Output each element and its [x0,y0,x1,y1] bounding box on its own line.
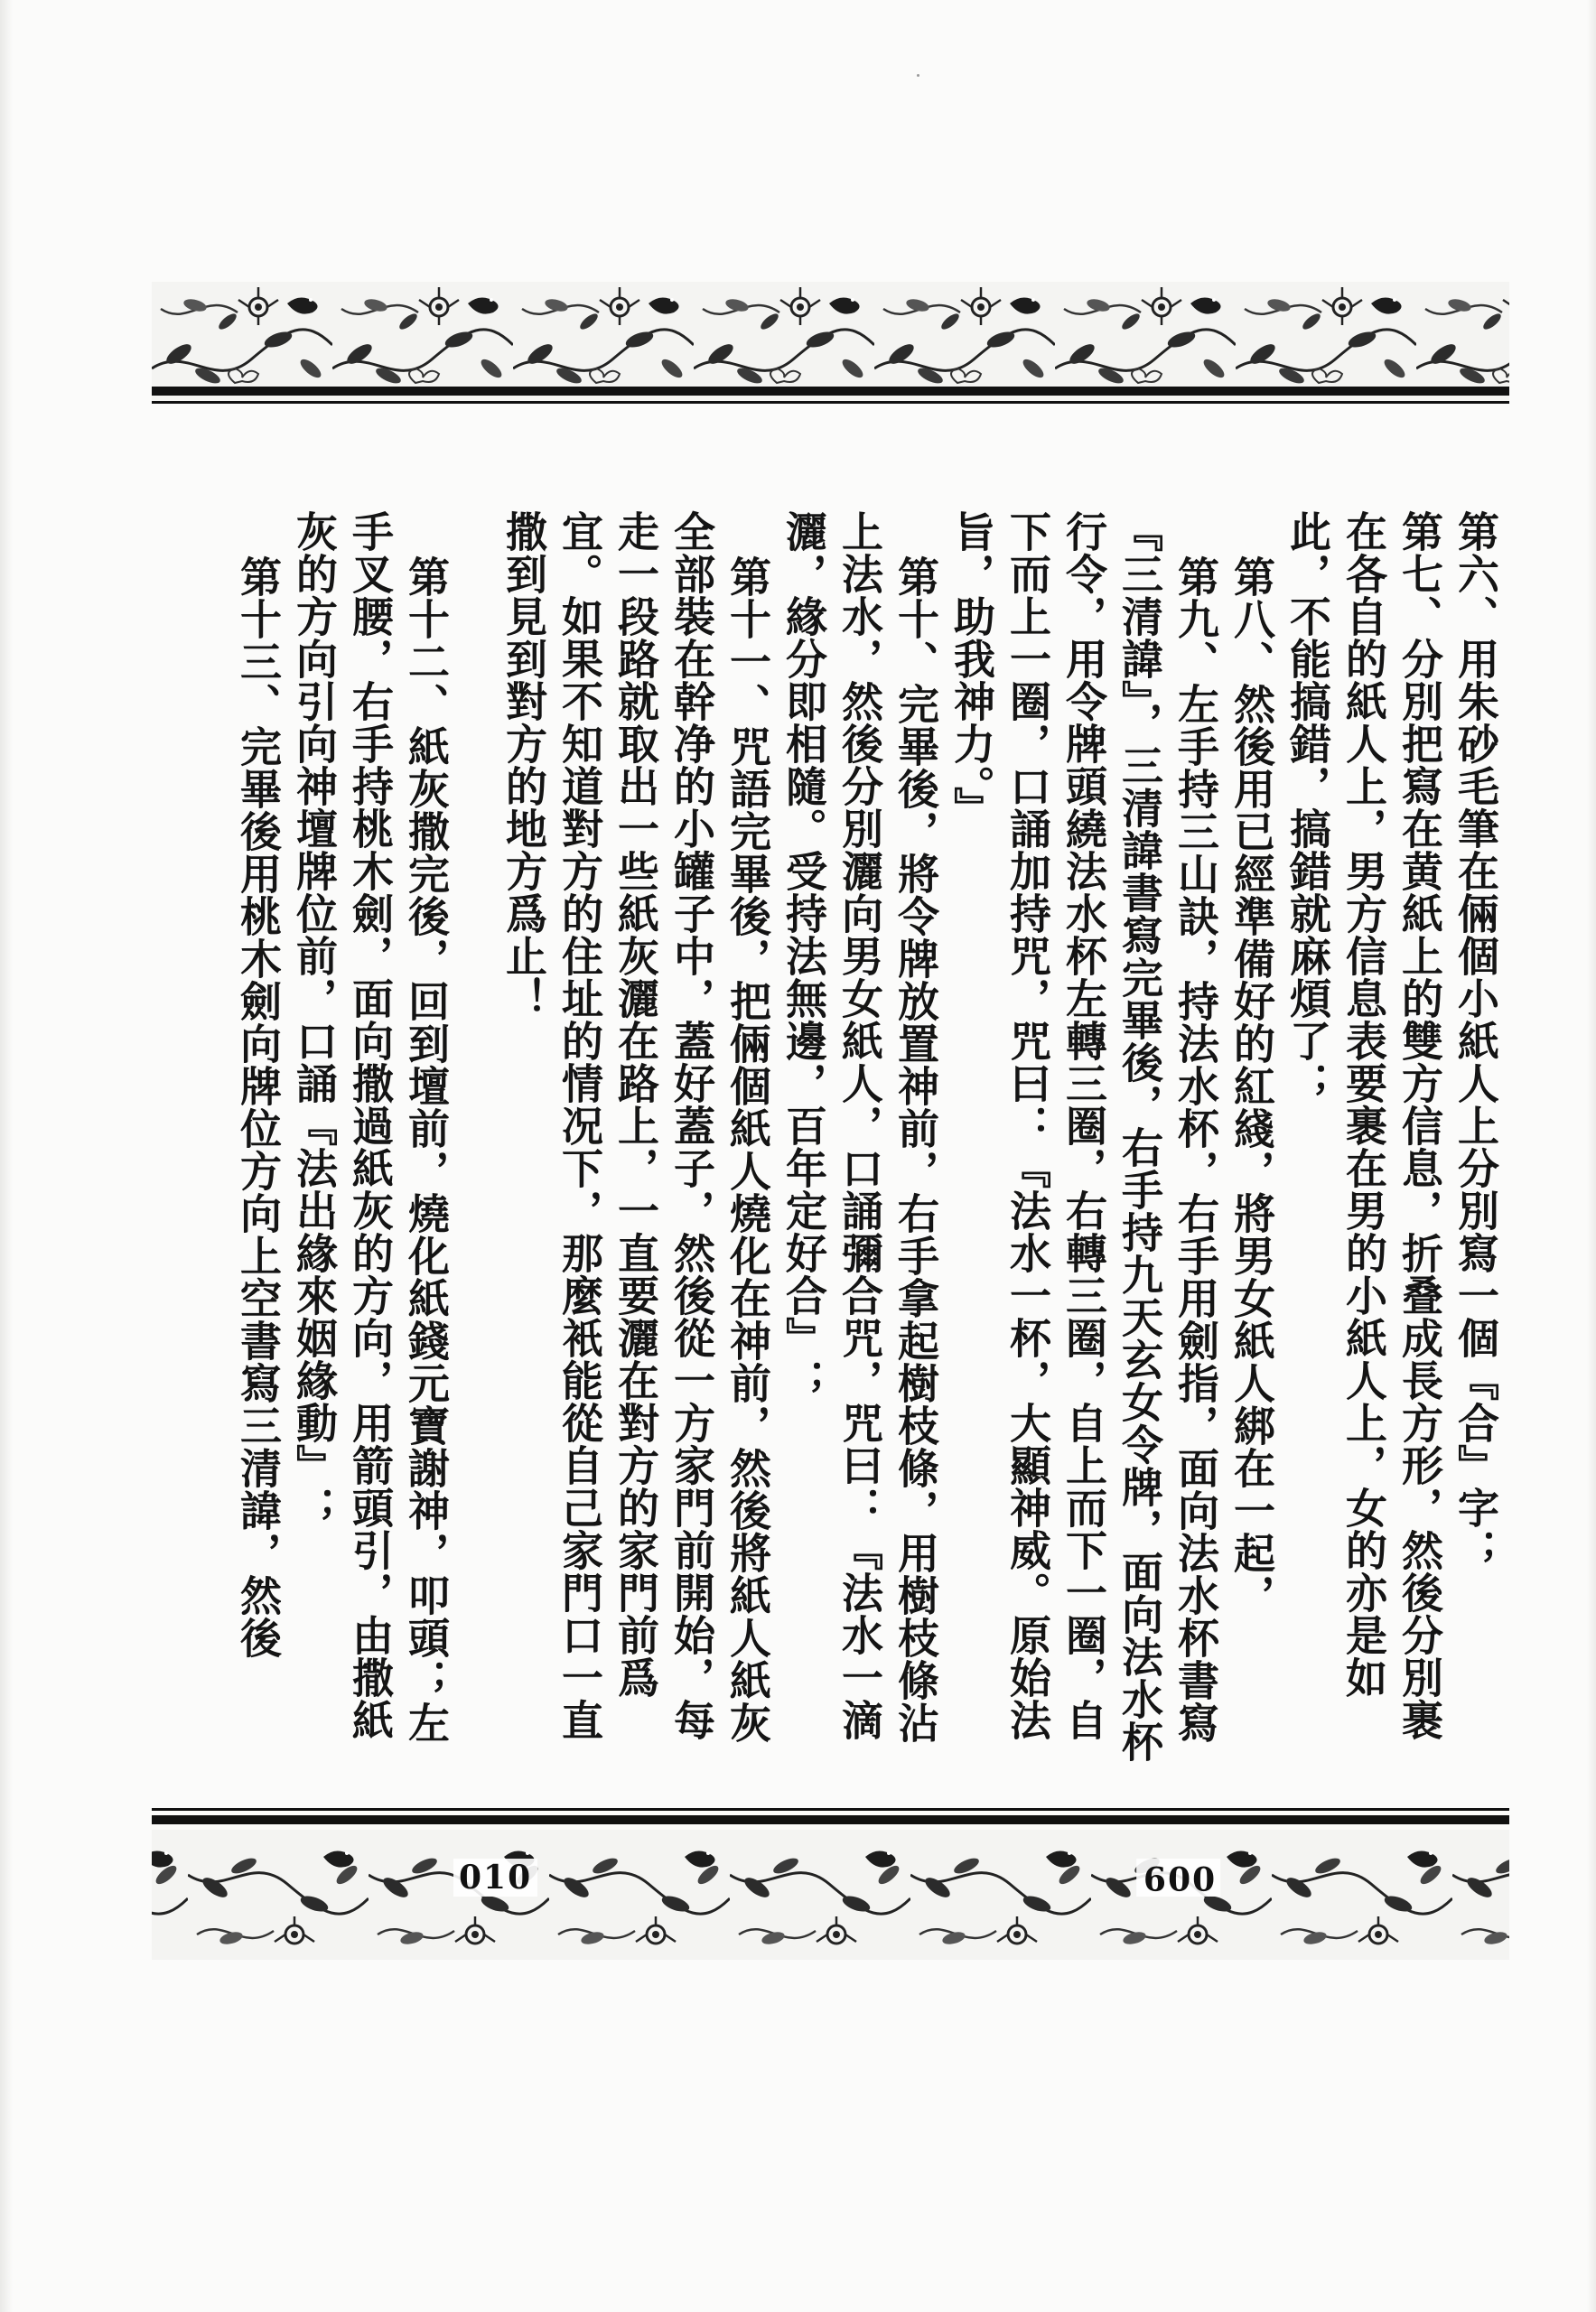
paragraph-10: 第十、完畢後，將令牌放置神前，右手拿起樹枝條，用樹枝條沾上法水，然後分別灑向男女紙人，口誦彌合咒，咒曰：『法水一滴灑，緣分即相隨。受持法無邊，百年定好合』； [779,510,940,1744]
paragraph-6: 第六、用朱砂毛筆在倆個小紙人上分別寫一個『合』字； [1451,510,1500,1571]
floral-pattern-icon [152,1830,1509,1960]
floral-header-band [152,282,1509,401]
scan-edge [0,0,13,2312]
footer-rule-thin [152,1808,1509,1811]
paragraph-9: 第九、左手持三山訣，持法水杯，右手用劍指，面向法水杯書寫『三清諱』，三清諱書寫完畢後，右手持九天玄女令牌，面向法水杯行令，用令牌頭繞法水杯左轉三圈，右轉三圈，自上而下一圈，自下而上一圈，口誦加持咒，咒曰：『法水一杯，大顯神威。原始法旨，助我神力。』 [947,510,1220,1763]
floral-pattern-icon [152,282,1509,401]
paragraph-8: 第八、然後用已經準備好的紅綫，將男女紙人綁在一起， [1227,555,1276,1617]
paragraph-12: 第十二、紙灰撒完後，回到壇前，燒化紙錢元寶謝神，叩頭；左手叉腰，右手持桃木劍，面向撒過紙灰的方向，用箭頭引，由撒紙灰的方向引向神壇牌位前，口誦『法出緣來姻緣動』； [290,510,451,1744]
page-number-left: 010 [453,1859,537,1897]
paragraph-7: 第七、分別把寫在黄紙上的雙方信息，折叠成長方形，然後分別裹在各自的紙人上，男方信息表要裹在男的小紙人上，女的亦是如此，不能搞錯，搞錯就麻煩了； [1283,510,1444,1741]
header-rule-thin [152,401,1509,404]
scan-speck [917,74,919,77]
footer-rule-thick [152,1815,1509,1824]
page-number-right: 009 [1136,1859,1220,1897]
header-rule-thick [152,387,1509,396]
vertical-body-text [176,510,1504,1775]
paragraph-13: 第十三、完畢後用桃木劍向牌位方向上空書寫三清諱，然後 [234,555,283,1659]
floral-footer-band [152,1830,1509,1960]
scan-edge [1587,0,1596,2312]
paragraph-11: 第十一、咒語完畢後，把倆個紙人燒化在神前，然後將紙人紙灰全部裝在幹净的小罐子中，蓋好蓋子，然後從一方家門前開始，每走一段路就取出一些紙灰灑在路上，一直要灑在對方的家門前爲宜。如果不知道對方的住址的情况下，那麼衹能從自己家門口一直撒到見到對方的地方爲止！ [499,510,772,1744]
